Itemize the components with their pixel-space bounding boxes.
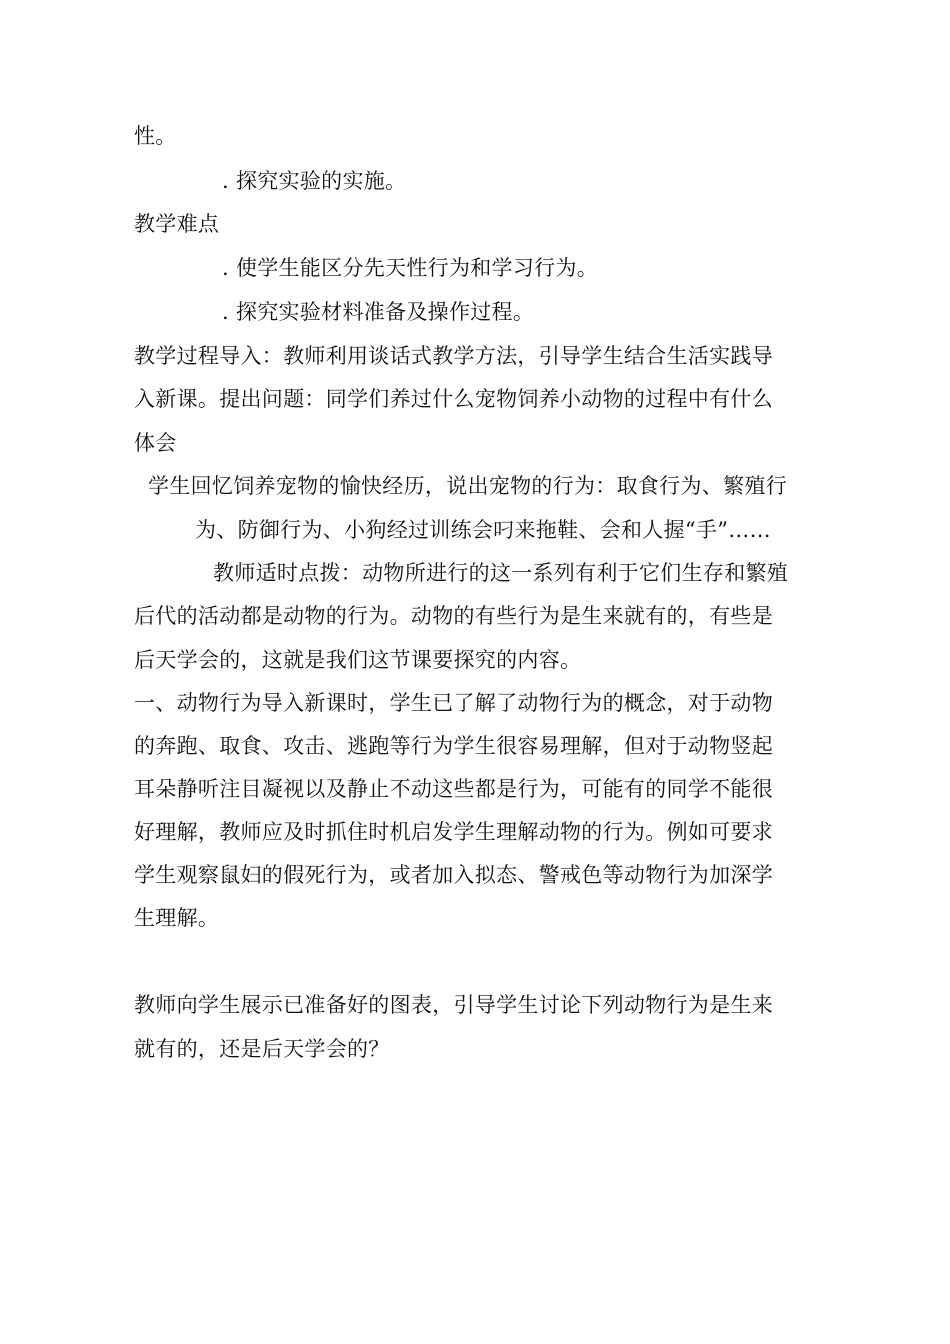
section-heading: 教学难点 xyxy=(134,212,220,236)
text-line: 好理解，教师应及时抓住时机启发学生理解动物的行为。例如可要求 xyxy=(134,820,773,844)
text-line: . 使学生能区分先天性行为和学习行为。 xyxy=(222,256,599,280)
text-line: 教师向学生展示已准备好的图表，引导学生讨论下列动物行为是生来 xyxy=(134,993,773,1017)
text-line: 耳朵静听注目凝视以及静止不动这些都是行为，可能有的同学不能很 xyxy=(134,777,773,801)
text-line: 生理解。 xyxy=(134,906,220,930)
text-line: . 探究实验材料准备及操作过程。 xyxy=(222,300,535,324)
text-line: 入新课。提出问题：同学们养过什么宠物饲养小动物的过程中有什么 xyxy=(134,387,773,411)
text-line: 一、动物行为导入新课时，学生已了解了动物行为的概念，对于动物 xyxy=(134,691,773,715)
text-line: 的奔跑、取食、攻击、逃跑等行为学生很容易理解，但对于动物竖起 xyxy=(134,734,773,758)
text-line: 性。 xyxy=(134,124,177,148)
text-line: 学生回忆饲养宠物的愉快经历，说出宠物的行为：取食行为、繁殖行 xyxy=(148,474,787,498)
text-line: 学生观察鼠妇的假死行为，或者加入拟态、警戒色等动物行为加深学 xyxy=(134,863,773,887)
text-line: 教学过程导入：教师利用谈话式教学方法，引导学生结合生活实践导 xyxy=(134,344,773,368)
text-line: . 探究实验的实施。 xyxy=(222,169,407,193)
text-line: 就有的，还是后天学会的？ xyxy=(134,1037,390,1061)
text-line: 后代的活动都是动物的行为。动物的有些行为是生来就有的，有些是 xyxy=(134,604,773,628)
text-line: 为、防御行为、小狗经过训练会叼来拖鞋、会和人握“手”…… xyxy=(195,518,771,542)
text-line: 后天学会的，这就是我们这节课要探究的内容。 xyxy=(134,648,582,672)
text-line: 体会 xyxy=(134,431,177,455)
text-line: 教师适时点拨：动物所进行的这一系列有利于它们生存和繁殖 xyxy=(213,561,789,585)
